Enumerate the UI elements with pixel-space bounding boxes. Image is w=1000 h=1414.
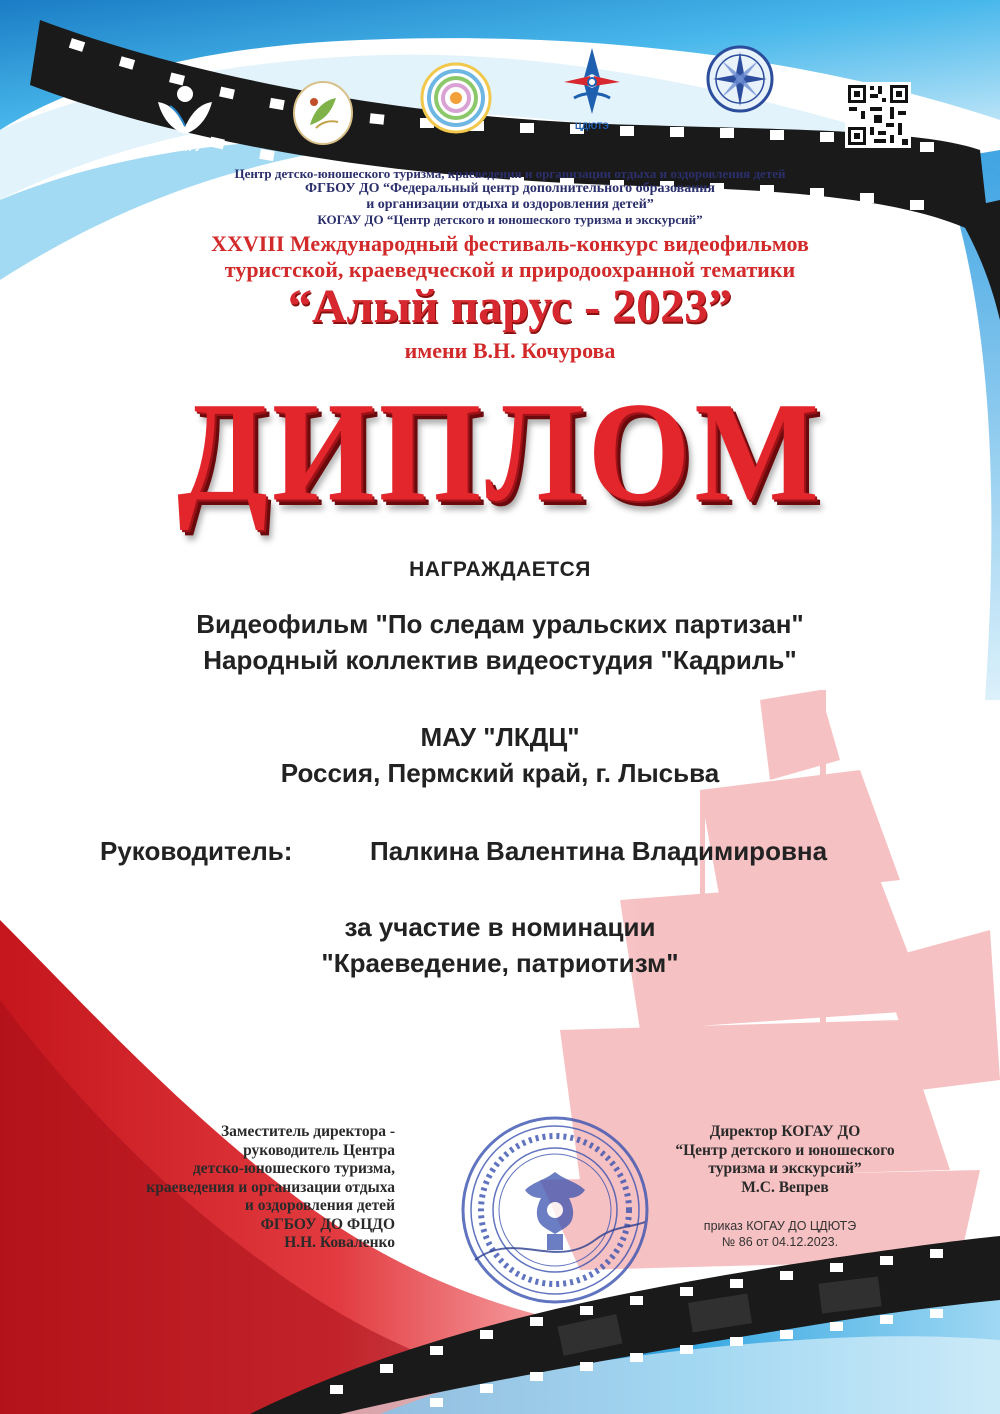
signature-right	[620, 1123, 950, 1197]
rainbow-circle-emblem-icon	[420, 62, 492, 134]
order-line: № 86 от 04.12.2023.	[721, 1235, 839, 1249]
compass-sail-logo-icon	[560, 46, 624, 116]
vyatgu-logo-icon	[150, 82, 220, 137]
festival-named-after: имени В.Н. Кочурова	[404, 338, 616, 363]
vyatgu-label: ВятГУ	[168, 142, 202, 154]
signature-left-line: Н.Н. Коваленко	[284, 1234, 395, 1251]
award-film: Видеофильм "По следам уральских партизан"	[196, 609, 804, 639]
qr-code	[845, 82, 911, 148]
header-line-4: КОГАУ ДО “Центр детского и юношеского туризма и экскурсий”	[317, 212, 703, 227]
participation-text: за участие в номинации	[344, 912, 656, 942]
festival-name: “Алый парус - 2023”	[287, 280, 733, 333]
leader-name: Палкина Валентина Владимировна	[370, 836, 828, 866]
vyatgu-logo	[150, 82, 220, 152]
festival-line-1: XXVIII Международный фестиваль-конкурс видеофильмов	[211, 231, 809, 256]
order-reference	[670, 1218, 890, 1250]
festival-line-2: туристской, краеведческой и природоохранной тематики	[224, 257, 796, 282]
signature-right-line: М.С. Вепрев	[741, 1178, 829, 1196]
signature-right-line: Директор КОГАУ ДО	[709, 1123, 861, 1140]
ecology-emblem-icon	[292, 80, 354, 146]
ecology-emblem	[292, 80, 354, 146]
nomination-name: "Краеведение, патриотизм"	[321, 948, 679, 978]
award-label: НАГРАЖДАЕТСЯ	[409, 558, 591, 581]
signature-left-line: Заместитель директора -	[220, 1123, 395, 1140]
signature-left-line: ФГБОУ ДО ФЦДО	[260, 1215, 395, 1233]
order-line: приказ КОГАУ ДО ЦДЮТЭ	[703, 1219, 857, 1233]
signature-right-line: “Центр детского и юношеского	[675, 1141, 895, 1159]
compass-rose-emblem	[705, 44, 775, 114]
header-line-2: ФГБОУ ДО “Федеральный центр дополнительного образования	[305, 181, 715, 196]
award-collective: Народный коллектив видеостудия "Кадриль"	[203, 645, 797, 675]
tsdyute-logo	[560, 46, 624, 130]
signature-right-line: туризма и экскурсий”	[708, 1160, 862, 1177]
award-organization: МАУ "ЛКДЦ"	[420, 722, 580, 752]
award-location: Россия, Пермский край, г. Лысьва	[280, 758, 720, 788]
header-line-1: Центр детско-юношеского туризма, краеведения и организации отдыха и оздоровления детей	[234, 166, 786, 181]
tsdyute-label: ЦДЮТЭ	[575, 121, 609, 131]
signature-left-line: детско-юношеского туризма,	[192, 1160, 395, 1177]
signature-left	[50, 1123, 395, 1253]
diploma-title: ДИПЛОМ	[177, 372, 823, 531]
qr-code-icon	[845, 82, 911, 148]
compass-rose-emblem-icon	[705, 44, 775, 114]
leader-label: Руководитель:	[100, 836, 293, 866]
signature-left-line: руководитель Центра	[243, 1141, 395, 1159]
rainbow-circle-emblem	[420, 62, 492, 134]
signature-left-line: и оздоровления детей	[244, 1197, 395, 1214]
header-line-3: и организации отдыха и оздоровления детей”	[366, 197, 654, 212]
signature-left-line: краеведения и организации отдыха	[146, 1178, 395, 1196]
